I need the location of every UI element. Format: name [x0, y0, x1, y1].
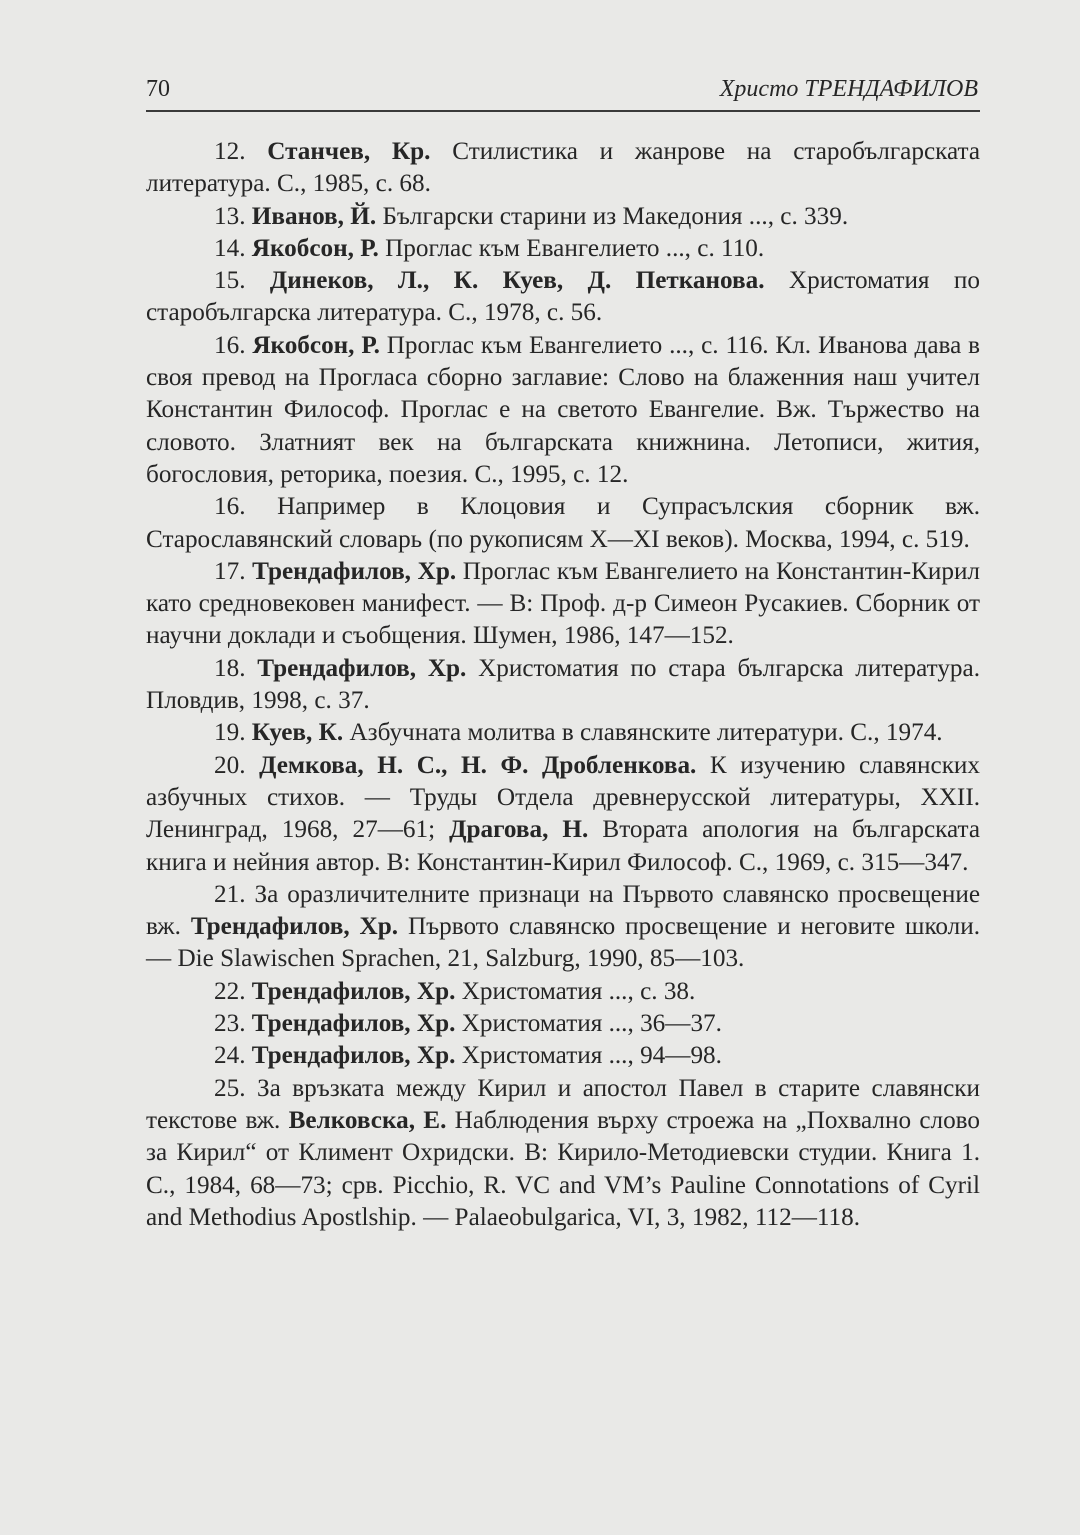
note-number: 20. — [214, 751, 246, 779]
note-text: К изучению славянских азбучных стихов. — Труды Отдела древнерусской литературы, XXII. Ленинград, 1968, 27—61; — [146, 751, 981, 844]
note-number: 19. — [214, 719, 246, 747]
note-18 — [146, 653, 980, 718]
note-text: Христоматия по старобългарска литература. С., 1978, с. 56. — [146, 267, 981, 327]
note-text: Проглас към Евангелието на Константин-Кирил като средновековен манифест. — В: Проф. д-р Симеон Русакиев. Сборник от научни доклади и съобщения. Шумен, 1986, 147—152. — [146, 557, 981, 650]
note-number: 23. — [214, 1010, 246, 1038]
note-text: Например в Клоцовия и Супрасълския сборник вж. Старославянский словарь (по рукописям X—XI веков). Москва, 1994, с. 519. — [146, 493, 980, 553]
note-text: Христоматия по стара българска литература. Пловдив, 1998, с. 37. — [146, 654, 980, 715]
note-author: Иванов, Й. — [251, 202, 377, 230]
note-24 — [146, 1040, 980, 1072]
note-number: 16. — [214, 493, 246, 521]
note-text-2: Наблюдения върху строежа на „Похвално слово за Кирил“ от Климент Охридски. В: Кирило-Методиевски студии. Книга 1. С., 1984, 68—73; срв. Picchio, R. VC and VM’s Pauline Connotations of Cyril and Methodius Apostlship. — Palaeobulgarica, VI, 3, 1982, 112—118. — [146, 1106, 980, 1231]
note-number: 21. — [214, 880, 246, 908]
note-14 — [146, 233, 980, 265]
note-text-2: Втората апология на българската книга и нейния автор. В: Константин-Кирил Философ. С., 1969, с. 315—347. — [146, 816, 981, 876]
note-text: За връзката между Кирил и апостол Павел в старите славянски текстове вж. — [146, 1074, 980, 1134]
note-16b — [146, 491, 980, 556]
endnotes — [146, 136, 980, 1234]
note-21 — [146, 879, 980, 976]
note-author: Якобсон, Р. — [251, 234, 379, 262]
page-number: 70 — [146, 76, 170, 102]
note-author: Куев, К. — [251, 719, 344, 747]
note-17 — [146, 556, 980, 653]
note-author: Трендафилов, Хр. — [251, 977, 456, 1005]
note-text: За оразличителните признаци на Първото славянско просвещение вж. — [146, 880, 980, 941]
note-author-2: Велковска, Е. — [288, 1106, 447, 1134]
note-12 — [146, 136, 980, 201]
note-author: Станчев, Кр. — [267, 138, 431, 165]
note-text: Христоматия ..., 94—98. — [455, 1042, 722, 1070]
note-number: 25. — [214, 1074, 246, 1102]
note-number: 24. — [214, 1042, 246, 1070]
note-19 — [146, 717, 980, 749]
note-20 — [146, 750, 980, 879]
note-number: 12. — [214, 138, 246, 165]
note-23 — [146, 1008, 980, 1040]
note-number: 16. — [214, 331, 246, 359]
note-author: Демкова, Н. С., Н. Ф. Дробленкова. — [259, 751, 697, 779]
note-text-2: Първото славянско просвещение и неговите школи. — Die Slawischen Sprachen, 21, Salzburg, 1990, 85—103. — [146, 913, 981, 973]
note-author: Динеков, Л., К. Куев, Д. Петканова. — [269, 267, 765, 295]
note-text: Христоматия ..., 36—37. — [455, 1010, 722, 1038]
note-16a — [146, 330, 980, 491]
note-author: Трендафилов, Хр. — [257, 654, 467, 682]
note-number: 14. — [214, 234, 246, 262]
note-author: Трендафилов, Хр. — [251, 1042, 456, 1070]
page-header — [146, 70, 980, 112]
note-text: Азбучната молитва в славянските литератури. С., 1974. — [343, 719, 943, 747]
note-text: Христоматия ..., с. 38. — [455, 977, 696, 1005]
note-author: Трендафилов, Хр. — [251, 1010, 456, 1038]
note-text: Български старини из Македония ..., с. 339. — [376, 202, 849, 230]
note-15 — [146, 265, 980, 330]
note-number: 22. — [214, 977, 246, 1005]
note-author-2: Трендафилов, Хр. — [190, 913, 399, 941]
note-25 — [146, 1073, 980, 1234]
note-author: Якобсон, Р. — [252, 331, 380, 359]
note-author-2: Драгова, Н. — [449, 816, 589, 844]
note-author: Трендафилов, Хр. — [252, 557, 457, 585]
note-text: Проглас към Евангелието ..., с. 110. — [378, 234, 765, 262]
note-number: 18. — [214, 654, 246, 682]
running-head: Христо ТРЕНДАФИЛОВ — [719, 76, 978, 102]
note-text: Стилистика и жанрове на старобългарската литература. С., 1985, с. 68. — [146, 138, 981, 198]
note-number: 17. — [214, 557, 246, 585]
note-22 — [146, 976, 980, 1008]
note-text: Проглас към Евангелието ..., с. 116. Кл. Иванова дава в своя превод на Прогласа сборно заглавие: Слово на блаженния наш учител Константин Философ. Проглас е на светото Евангелие. Вж. Тържество на словото. Златният век на българската книжнина. Летописи, жития, богословия, реторика, поезия. С., 1995, с. 12. — [146, 331, 981, 488]
note-number: 15. — [214, 267, 246, 295]
note-13 — [146, 201, 980, 233]
note-number: 13. — [214, 202, 246, 230]
